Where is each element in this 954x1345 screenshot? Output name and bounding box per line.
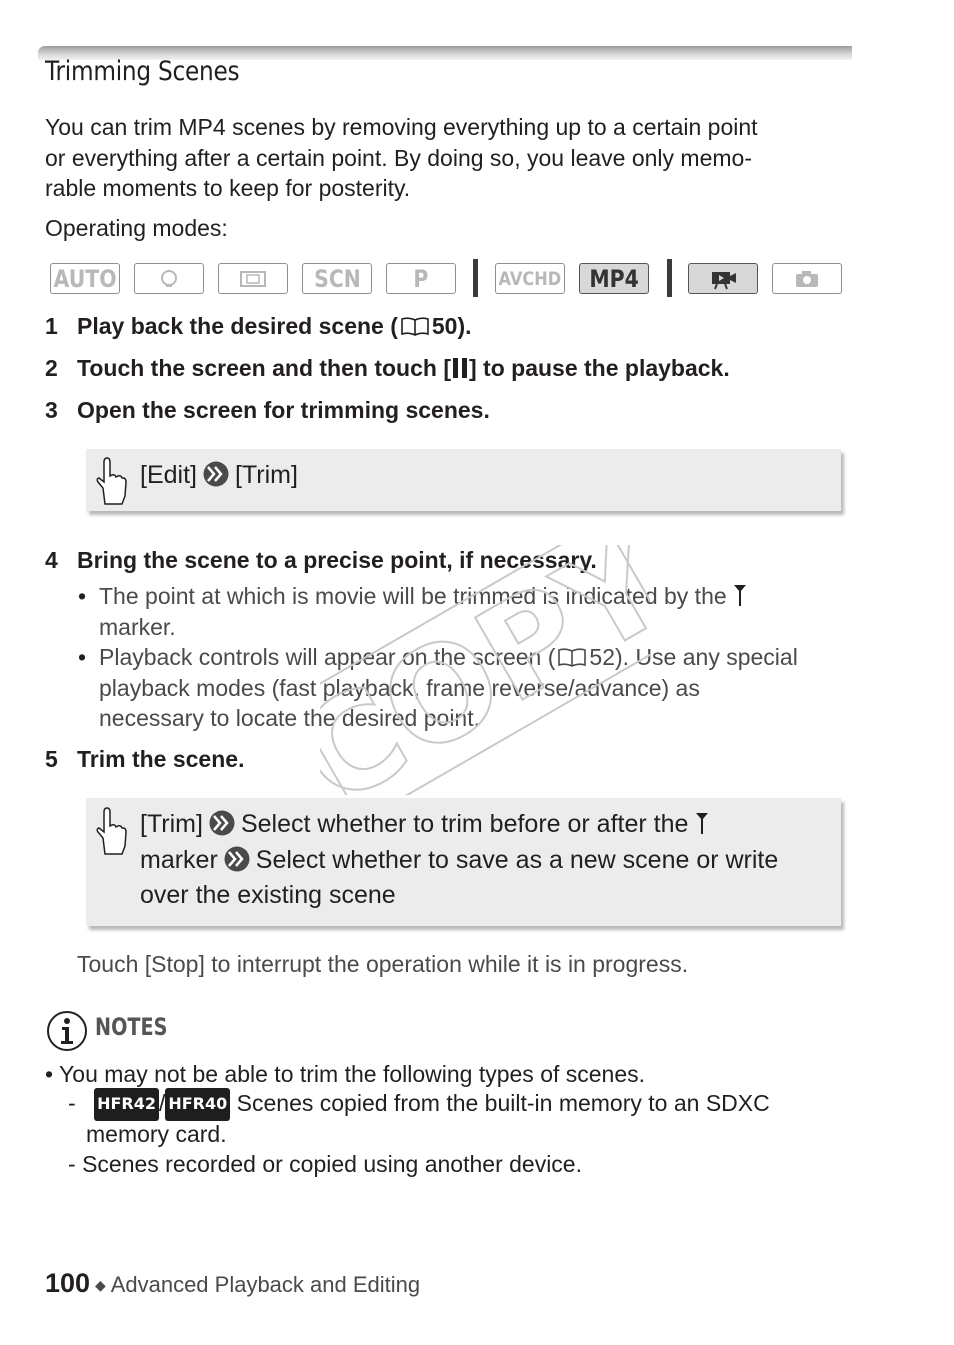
step-1: 1 Play back the desired scene ( 50). [45, 313, 472, 339]
info-icon [46, 1010, 88, 1052]
touch-hand-icon [95, 806, 127, 856]
footer-section: ◆ Advanced Playback and Editing [95, 1272, 421, 1297]
notes-item-1: • You may not be able to trim the following types of scenes. [45, 1061, 646, 1087]
notes-subitem-1-cont: memory card. [86, 1121, 227, 1147]
intro-paragraph [45, 112, 855, 204]
page-number: 100 [45, 1268, 91, 1298]
movie-playback-icon [688, 263, 758, 294]
hfr40-badge: HFR40 [165, 1088, 230, 1121]
bullet-playback-controls: • Playback controls will appear on the screen ( 52). Use any special playback modes (fast playback, frame reverse/advance) as necessary to locate the desired point. [78, 644, 798, 731]
box2-text: [Trim] Select whether to trim before or after the marker Select whether to save as a new scene or write over the existing scene [140, 810, 779, 909]
step-5: 5 Trim the scene. [45, 746, 245, 772]
baby-icon [134, 263, 204, 294]
mode-separator [473, 259, 478, 297]
instruction-box-edit-trim [86, 449, 841, 511]
notes-subitem-2: - Scenes recorded or copied using another device. [68, 1151, 582, 1177]
intro-line-2: or everything after a certain point. By doing so, you leave only memo- [45, 144, 752, 171]
touch-hand-icon [95, 456, 127, 506]
pause-icon [451, 357, 469, 379]
mp4-icon: MP4 [579, 263, 649, 294]
double-arrow-icon [224, 846, 250, 872]
hfr42-badge: HFR42 [94, 1088, 159, 1121]
copy-watermark [320, 545, 650, 795]
camera-icon [772, 263, 842, 294]
notes-subitem-1: - HFR42 / HFR40 Scenes copied from the built-in memory to an SDXC [68, 1088, 770, 1121]
notes-title: NOTES [95, 1013, 168, 1041]
page-title: Trimming Scenes [45, 56, 240, 87]
operating-modes-label: Operating modes: [45, 215, 228, 241]
program-icon: P [386, 263, 456, 294]
scene-icon: SCN [302, 263, 372, 294]
diamond-icon: ◆ [95, 1277, 106, 1293]
double-arrow-icon [203, 461, 229, 487]
trim-marker-icon [695, 811, 709, 835]
step-2: 2 Touch the screen and then touch [ ] to pause the playback. [45, 355, 730, 381]
book-reference-icon [400, 316, 430, 336]
double-arrow-icon [209, 810, 235, 836]
intro-line-3: rable moments to keep for posterity. [45, 175, 411, 201]
cinema-icon [218, 263, 288, 294]
auto-icon: AUTO [50, 263, 120, 294]
avchd-icon: AVCHD [495, 263, 565, 294]
svg-text:COPY [320, 545, 650, 795]
step-4: 4 Bring the scene to a precise point, if necessary. [45, 547, 597, 573]
mode-separator [667, 259, 672, 297]
step-3: 3 Open the screen for trimming scenes. [45, 397, 490, 423]
bullet-marker-info: • The point at which is movie will be trimmed is indicated by the marker. [78, 581, 853, 642]
box1-text: [Edit] [Trim] [140, 461, 298, 489]
intro-line-1: You can trim MP4 scenes by removing everything up to a certain point [45, 114, 758, 140]
stop-note: Touch [Stop] to interrupt the operation while it is in progress. [77, 951, 689, 977]
trim-marker-icon [733, 583, 747, 607]
instruction-box-trim [86, 798, 841, 926]
